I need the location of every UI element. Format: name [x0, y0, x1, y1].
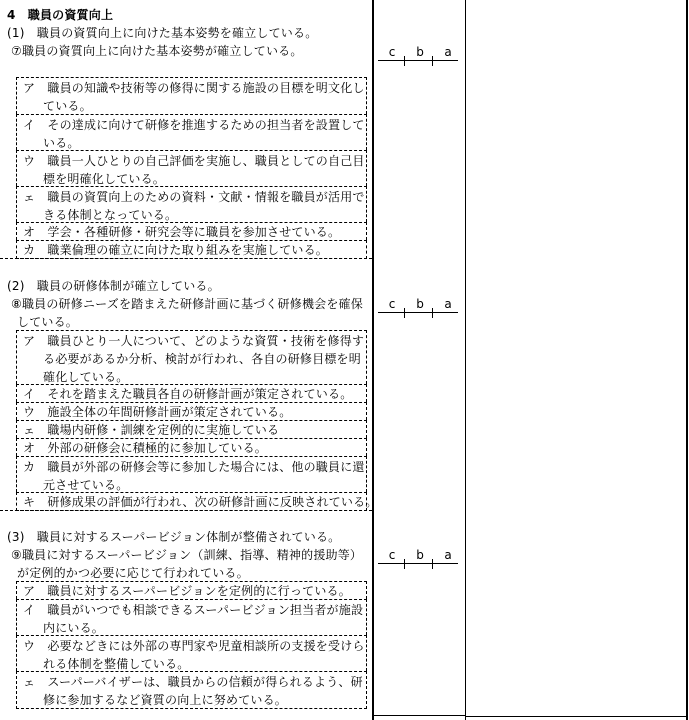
scale-tick: [432, 56, 433, 66]
check-item-text: オ 外部の研修会に積極的に参加している。: [23, 441, 268, 455]
check-item: [16, 114, 367, 150]
criterion-text: している。: [17, 315, 79, 329]
check-item: [16, 150, 367, 186]
block-separator: [0, 510, 372, 511]
check-item-text: 内にいる。: [43, 621, 105, 635]
check-item-text: 修に参加するなど資質の向上に努めている。: [43, 693, 288, 707]
check-item-text: きる体制となっている。: [43, 208, 178, 222]
scale-tick: [404, 559, 405, 569]
column-divider-2: [465, 0, 466, 720]
check-item: [16, 420, 367, 438]
check-item-text: イ その達成に向けて研修を推進するための担当者を設置して: [23, 118, 365, 132]
check-item: [16, 77, 367, 114]
check-item-text: カ 職業倫理の確立に向けた取り組みを実施している。: [23, 243, 329, 257]
criterion-text: ⑧職員の研修ニーズを踏まえた研修計画に基づく研修機会を確保: [11, 297, 363, 311]
check-item-text: ェ 職場内研修・訓練を定例的に実施している: [23, 423, 280, 437]
scale-label-b: b: [416, 548, 424, 562]
check-item: [16, 456, 367, 492]
column-divider-1: [372, 0, 374, 720]
check-item: [16, 240, 367, 259]
right-border: [686, 0, 688, 720]
section-title: 4 職員の資質向上: [7, 8, 114, 22]
check-item-text: ア 職員の知識や技術等の修得に関する施設の目標を明文化し: [23, 81, 365, 95]
scale-line: [378, 60, 458, 61]
rating-scale: [378, 44, 460, 84]
scale-label-c: c: [388, 548, 396, 562]
bottom-border-right: [466, 716, 687, 717]
check-item-text: オ 学会・各種研修・研究会等に職員を参加させている。: [23, 225, 341, 239]
check-item: [16, 581, 367, 599]
check-item-text: イ それを踏まえた職員各自の研修計画が策定されている。: [23, 387, 353, 401]
scale-tick: [432, 308, 433, 318]
check-item: [16, 222, 367, 240]
rating-scale: [378, 296, 460, 336]
check-item-text: カ 職員が外部の研修会等に参加した場合には、他の職員に還: [23, 460, 365, 474]
criterion-text: ⑦職員の資質向上に向けた基本姿勢が確立している。: [11, 44, 303, 58]
scale-tick: [404, 56, 405, 66]
block-heading: (1) 職員の資質向上に向けた基本姿勢を確立している。: [7, 26, 318, 40]
check-item-text: ェ スーパーバイザーは、職員からの信頼が得られるよう、研: [23, 675, 363, 689]
check-item: [16, 438, 367, 456]
check-item: [16, 599, 367, 635]
scale-tick: [432, 559, 433, 569]
check-item-text: ェ 職員の資質向上のための資料・文献・情報を職員が活用で: [23, 190, 365, 204]
check-item: [16, 635, 367, 671]
scale-label-b: b: [416, 297, 424, 311]
check-item-text: キ 研修成果の評価が行われ、次の研修計画に反映されている。: [23, 495, 378, 509]
check-item-text: れる体制を整備している。: [43, 657, 190, 671]
block-heading: (3) 職員に対するスーパービジョン体制が整備されている。: [7, 530, 341, 544]
block-heading: (2) 職員の研修体制が確立している。: [7, 279, 220, 293]
scale-label-a: a: [444, 548, 452, 562]
check-item: [16, 330, 367, 384]
check-item: [16, 402, 367, 420]
check-item-text: 元させている。: [43, 478, 129, 492]
check-item-text: る必要があるか分析、検討が行われ、各自の研修目標を明: [43, 352, 361, 366]
check-item-text: ウ 必要などきには外部の専門家や児童相談所の支援を受けら: [23, 639, 365, 653]
scale-label-c: c: [388, 45, 396, 59]
scale-label-a: a: [444, 297, 452, 311]
check-item-text: 確化している。: [43, 370, 129, 384]
scale-label-b: b: [416, 45, 424, 59]
rating-scale: [378, 547, 460, 587]
criterion-text: が定例的かつ必要に応じて行われている。: [17, 566, 249, 580]
scale-line: [378, 563, 458, 564]
scale-label-a: a: [444, 45, 452, 59]
check-item-text: 標を明確化している。: [43, 172, 166, 186]
block-separator: [0, 258, 372, 259]
check-item: [16, 384, 367, 402]
check-item-text: ウ 施設全体の年間研修計画が策定されている。: [23, 405, 292, 419]
check-item: [16, 671, 367, 709]
check-item-text: ア 職員に対するスーパービジョンを定例的に行っている。: [23, 584, 351, 598]
scale-tick: [404, 308, 405, 318]
check-item-text: ている。: [43, 99, 92, 113]
check-item: [16, 492, 378, 511]
check-item-text: ウ 職員一人ひとりの自己評価を実施し、職員としての自己目: [23, 154, 365, 168]
criterion-text: ⑨職員に対するスーパービジョン（訓練、指導、精神的援助等）: [11, 548, 363, 562]
scale-line: [378, 312, 458, 313]
check-item-text: いる。: [43, 136, 80, 150]
scale-label-c: c: [388, 297, 396, 311]
check-item-text: ア 職員ひとり一人について、どのような資質・技術を修得す: [23, 334, 365, 348]
check-item-text: イ 職員がいつでも相談できるスーパービジョン担当者が施設: [23, 603, 364, 617]
bottom-border: [372, 715, 466, 716]
check-item: [16, 186, 367, 222]
